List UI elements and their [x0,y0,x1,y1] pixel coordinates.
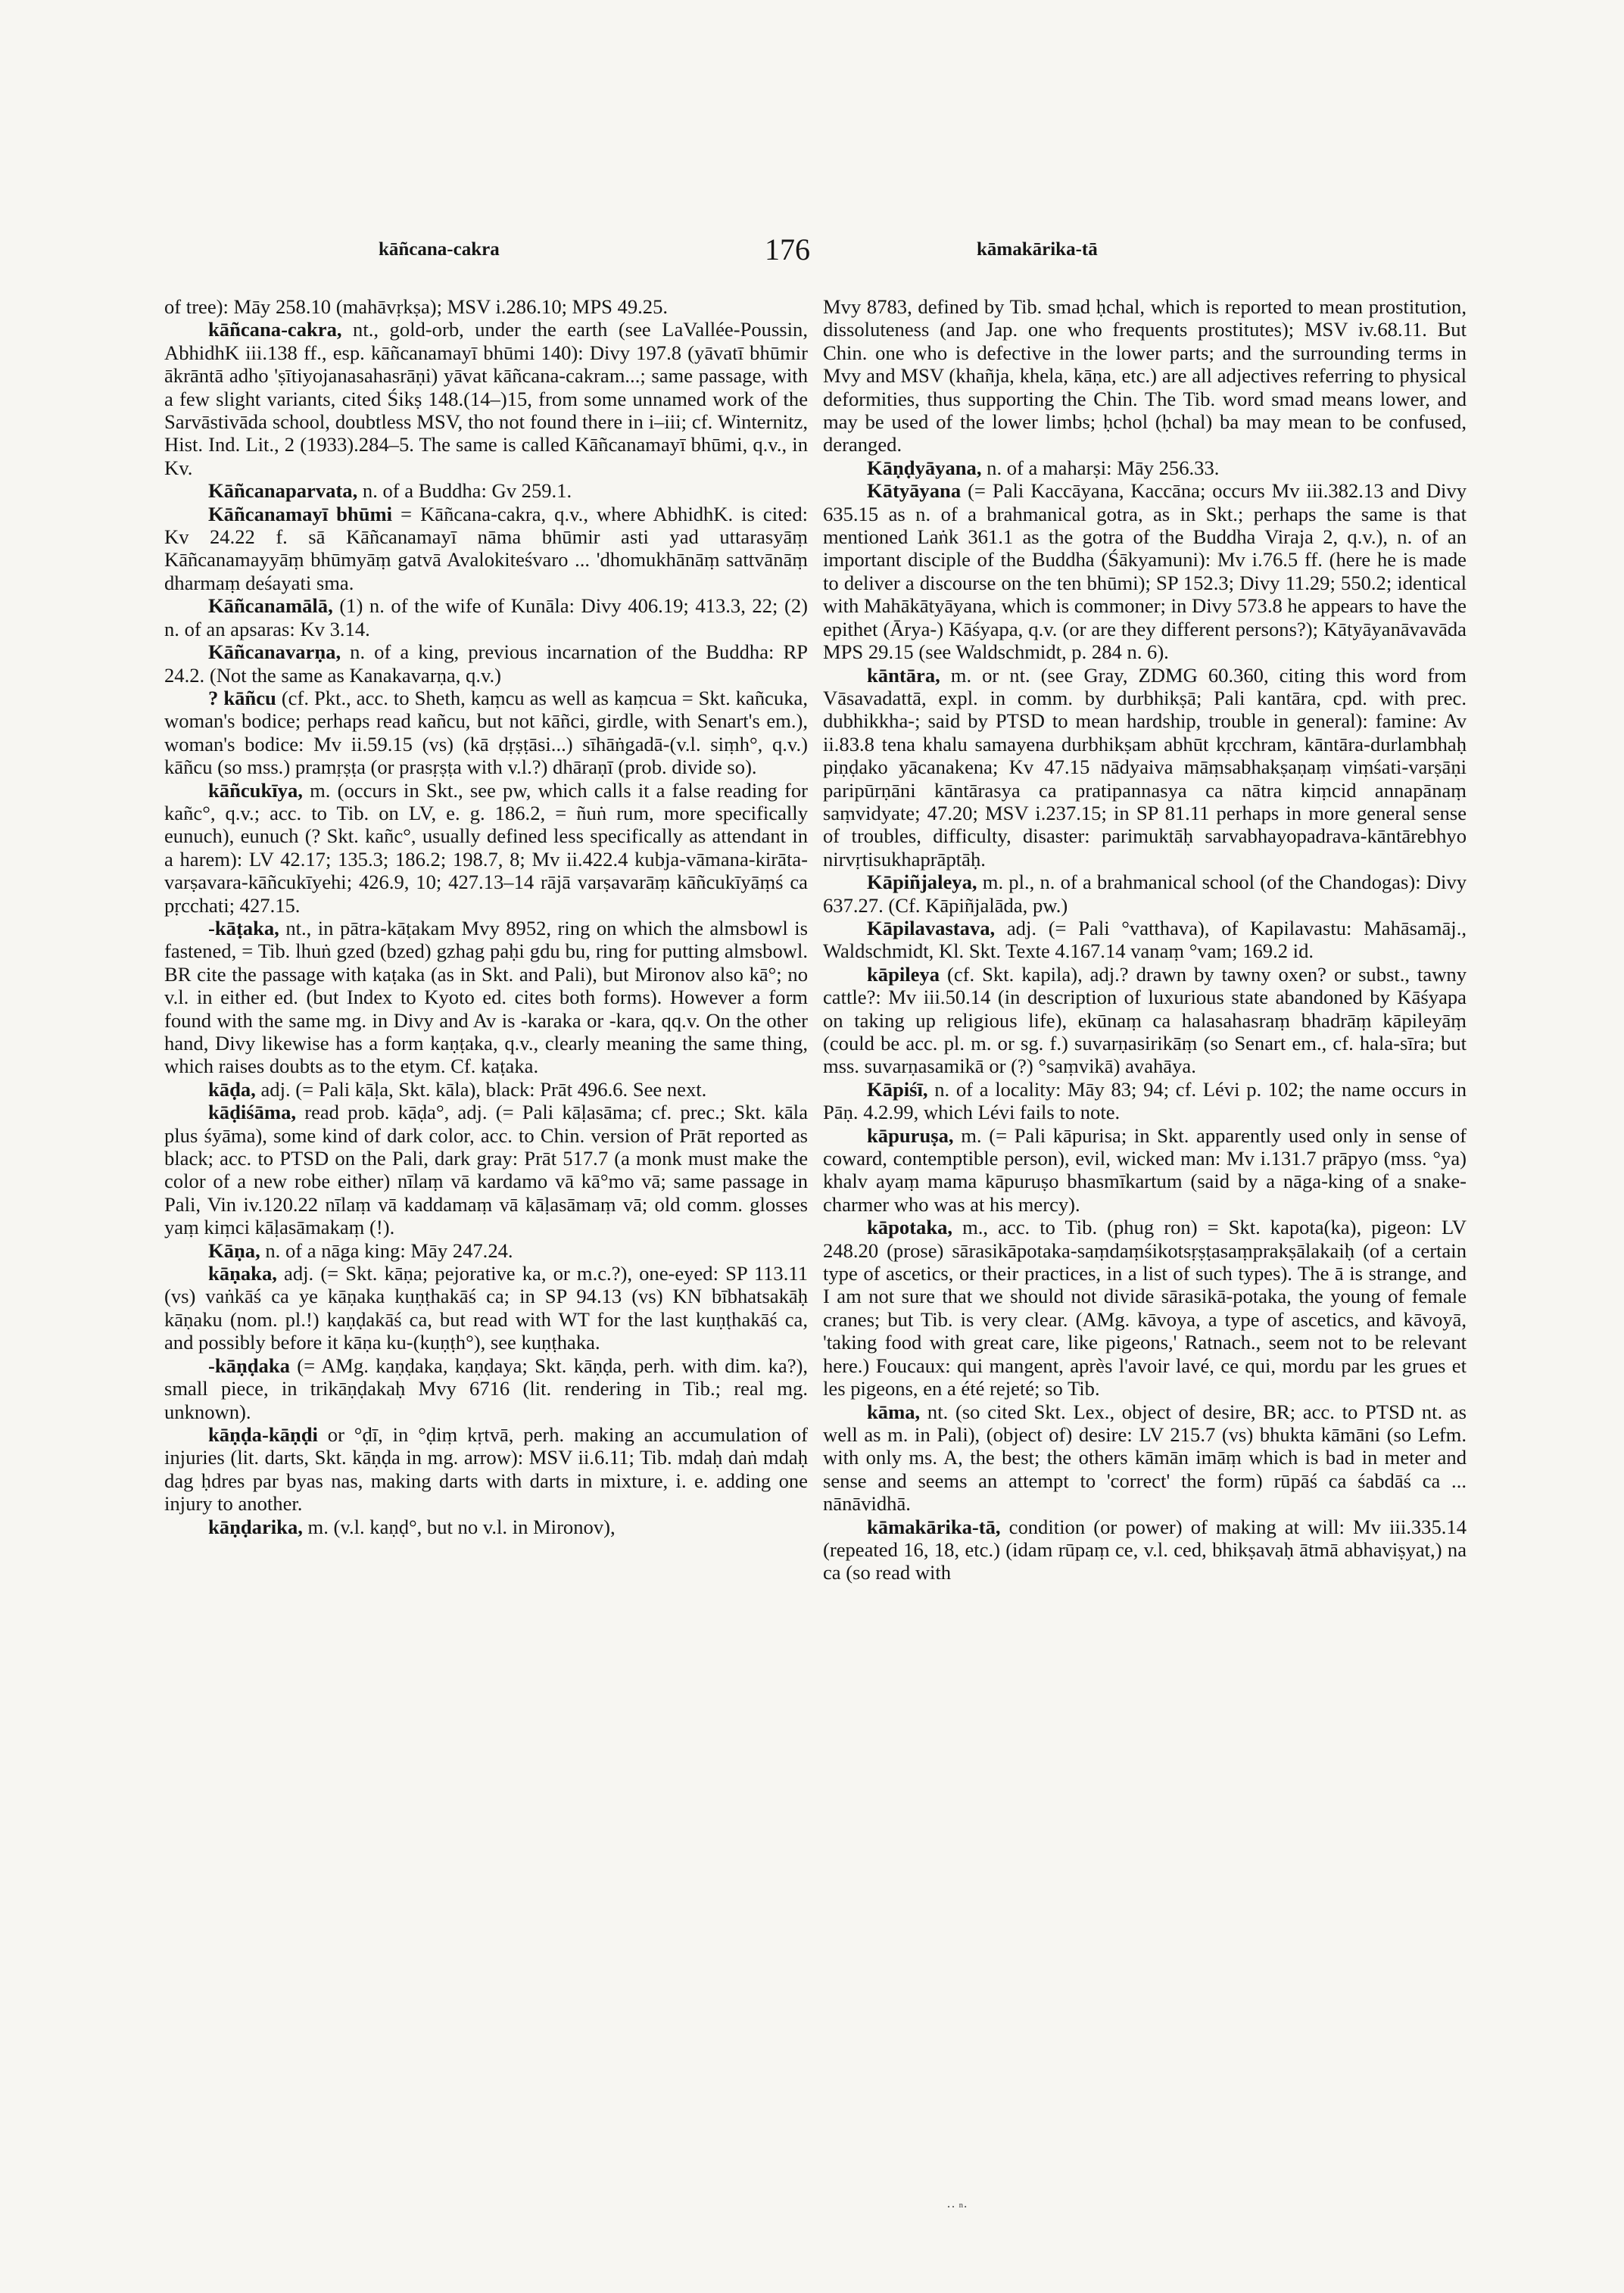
entry-text: (= Pali Kaccāyana, Kaccāna; occurs Mv iii.382.13 and Divy 635.15 as n. of a brahmanical gotra, as in Skt.; perhaps the same is that mentioned Laṅk 361.1 as the gotra of the Buddha Viraja 2, q.v.), n. of an important disciple of the Buddha (Śākyamuni): Mv i.76.5 ff. (here he is made to deliver a discourse on the ten bhūmi); SP 152.3; Divy 11.29; 550.2; identical with Mahākātyāyana, which is commoner; in Divy 573.8 he appears to have the epithet (Ārya-) Kāśyapa, q.v. (or are they different persons?); Kātyāyanāvavāda MPS 29.15 (see Waldschmidt, p. 284 n. 6). [823,479,1467,664]
right-column [823,295,1467,1584]
dictionary-entry [164,1516,808,1538]
entry-headword: Kātyāyana [867,479,962,503]
dictionary-entry [164,295,808,318]
dictionary-entry [823,871,1467,917]
entry-text: nt. (so cited Skt. Lex., object of desire, BR; acc. to PTSD nt. as well as m. in Pali), (object of) desire: LV 215.7 (vs) bhukta kāmāni (so Lefm. with only ms. A, the best; the others kāmān imāṃ which is bad in meter and sense and seems an attempt to 'correct' the form) rūpāś ca śabdāś ca ... nānāvidhā. [823,1400,1467,1516]
entry-text: adj. (= Pali °vatthava), of Kapilavastu: Mahāsamāj., Waldschmidt, Kl. Skt. Texte 4.167.14 vanaṃ °vam; 169.2 id. [823,916,1467,963]
page-number: 176 [765,232,810,266]
dictionary-entry [164,640,808,687]
entry-text: nt., gold-orb, under the earth (see LaVallée-Poussin, AbhidhK iii.138 ff., esp. kāñcanamayī bhūmi 140): Divy 197.8 (yāvatī bhūmir ākrāntā adho 'ṣītiyojanasahasrāṇi) yāvat kāñcana-cakram...; same passage, with a few slight variants, cited Śikṣ 148.(14–)15, from some unnamed work of the Sarvāstivāda school, doubtless MSV, tho not found there in i–iii; cf. Winternitz, Hist. Ind. Lit., 2 (1933).284–5. The same is called Kāñcanamayī bhūmi, q.v., in Kv. [164,318,808,479]
entry-headword: ? kāñcu [208,686,276,709]
entry-headword: Kāñcanamayī bhūmi [208,502,393,525]
entry-headword: -kāṭaka, [208,916,279,939]
entry-text: adj. (= Skt. kāṇa; pejorative ka, or m.c.?), one-eyed: SP 113.11 (vs) vaṅkāś ca ye kāṇaka kuṇṭhakāś ca; in SP 94.13 (vs) KN bībhatsakāḥ kāṇaku (nom. pl.!) kaṇḍakāś ca, but read with WT for the last kuṇṭhakāś ca, and possibly before it kāṇa ku-(kuṇṭh°), see kuṇṭhaka. [164,1262,808,1354]
dictionary-entry [823,1078,1467,1124]
entry-text: n. of a king, previous incarnation of the Buddha: RP 24.2. (Not the same as Kanakavarṇa, q.v.) [164,640,808,687]
dictionary-entry [823,1516,1467,1584]
entry-headword: kāpotaka, [867,1216,953,1239]
header-right-term: kāmakārika-tā [977,239,1098,260]
entry-headword: kāntāra, [867,663,940,687]
footer-mark: ·· ⁿ· [946,2199,968,2214]
entry-text: n. of a Buddha: Gv 259.1. [357,479,572,503]
dictionary-entry [164,687,808,779]
entry-headword: Kāñcanavarṇa, [208,640,341,664]
dictionary-entry [164,594,808,640]
entry-headword: kāñcukīya, [208,778,303,802]
entry-headword: Kāṇa, [208,1238,260,1262]
entry-text: (= AMg. kaṇḍaka, kaṇḍaya; Skt. kāṇḍa, perh. with dim. ka?), small piece, in trikāṇḍakaḥ Mvy 6716 (lit. rendering in Tib.; real mg. unknown). [164,1354,808,1423]
entry-headword: kāṇḍa-kāṇḍi [208,1422,318,1446]
entry-text: (1) n. of the wife of Kunāla: Divy 406.19; 413.3, 22; (2) n. of an apsaras: Kv 3.14. [164,594,808,640]
entry-headword: kāṇḍarika, [208,1515,303,1538]
dictionary-entry [164,779,808,917]
entry-headword: Kāpiśī, [867,1077,928,1101]
entry-headword: kāma, [867,1400,921,1423]
dictionary-entry [823,456,1467,479]
entry-headword: Kāñcanaparvata, [208,479,358,503]
dictionary-entry [823,1124,1467,1217]
entry-headword: kāḍa, [208,1077,256,1101]
dictionary-entry [823,664,1467,871]
entry-text: n. of a maharṣi: Māy 256.33. [981,456,1220,479]
entry-text: Mvy 8783, defined by Tib. smad ḥchal, which is reported to mean prostitution, dissoluteness (and Jap. one who frequents prostitutes); MSV iv.68.11. But Chin. one who is defective in the lower parts; and the surrounding terms in Mvy and MSV (khañja, khela, kāṇa, etc.) are all adjectives referring to physical deformities, thus supporting the Chin. The Tib. word smad means lower, and may be used of the lower limbs; ḥchol (ḥchal) ba may mean to be confused, deranged. [823,295,1467,456]
dictionary-entry [164,1354,808,1423]
entry-text: m. (= Pali kāpurisa; in Skt. apparently used only in sense of coward, contemptible person), evil, wicked man: Mv i.131.7 prāpyo (mss. °ya) khalv ayaṃ mama kāpuruṣo bhasmīkartum (said by a nāga-king of a snake-charmer who was at his mercy). [823,1123,1467,1216]
page-header [0,232,1624,277]
entry-text: m. pl., n. of a brahmanical school (of the Chandogas): Divy 637.27. (Cf. Kāpiñjalāda, pw.) [823,871,1467,917]
dictionary-entry [164,917,808,1078]
dictionary-entry [823,295,1467,456]
entry-headword: kāḍiśāma, [208,1101,297,1124]
entry-text: condition (or power) of making at will: Mv iii.335.14 (repeated 16, 18, etc.) (idam rūpaṃ ce, v.l. ced, bhikṣavaḥ ātmā abhaviṣyat,) na ca (so read with [823,1515,1467,1584]
dictionary-entry [164,1078,808,1101]
entry-text: or °ḍī, in °ḍiṃ kṛtvā, perh. making an accumulation of injuries (lit. darts, Skt. kāṇḍa in mg. arrow): MSV ii.6.11; Tib. mdaḥ daṅ mdaḥ dag ḥdres par byas nas, making darts with darts in mixture, i. e. adding one injury to another. [164,1422,808,1516]
dictionary-entry [823,963,1467,1078]
dictionary-entry [164,479,808,502]
header-left-term: kāñcana-cakra [379,239,500,260]
entry-text: (cf. Skt. kapila), adj.? drawn by tawny oxen? or subst., tawny cattle?: Mv iii.50.14 (in description of luxurious state abandoned by Kāśyapa on taking up religious life), ekūnaṃ ca halasahasraṃ bhadrāṃ kāpileyāṃ (could be acc. pl. m. or sg. f.) suvarṇasirikāṃ (so Senart em., cf. hala-sīra; but mss. suvarṇasamikā or (?) °saṃvikā) avahāya. [823,962,1467,1078]
entry-text: m. (v.l. kaṇḍ°, but no v.l. in Mironov), [302,1515,616,1538]
entry-text: read prob. kāḍa°, adj. (= Pali kāḷasāma; cf. prec.; Skt. kāla plus śyāma), some kind of dark color, acc. to Chin. version of Prāt reported as black; acc. to PTSD on the Pali, dark gray: Prāt 517.7 (a monk must make the color of a new robe either) nīlaṃ vā kardamo vā kā°mo vā; same passage in Pali, Vin iv.120.22 nīlaṃ vā kaddamaṃ vā kāḷasāmaṃ vā; old comm. glosses yaṃ kiṃci kāḷasāmakaṃ (!). [164,1101,808,1239]
entry-headword: Kāṇḍyāyana, [867,456,982,479]
entry-headword: kāpuruṣa, [867,1123,954,1147]
entry-text: (cf. Pkt., acc. to Sheth, kaṃcu as well as kaṃcua = Skt. kañcuka, woman's bodice; perhaps read kañcu, but not kāñci, girdle, with Senart's em.), woman's bodice: Mv ii.59.15 (vs) (kā dṛṣṭāsi...) sīhāṅgadā-(v.l. siṃh°, q.v.) kāñcu (so mss.) pramṛṣṭa (or prasṛṣṭa with v.l.?) dhāraṇī (prob. divide so). [164,686,809,779]
dictionary-entry [164,318,808,479]
entry-text: of tree): Māy 258.10 (mahāvṛkṣa); MSV i.286.10; MPS 49.25. [164,295,669,318]
entry-headword: kāñcana-cakra, [208,318,342,341]
entry-headword: Kāñcanamālā, [208,594,333,618]
dictionary-entry [823,1216,1467,1400]
dictionary-entry [164,1423,808,1516]
entry-text: = Kāñcana-cakra, q.v., where AbhidhK. is cited: Kv 24.22 f. sā Kāñcanamayī nāma bhūmir asti yad uttarasyāṃ Kāñcanamayyāṃ bhūmyāṃ gatvā Avalokiteśvaro ... 'dhomukhānāṃ sattvānāṃ dharmaṃ deśayati sma. [164,502,808,594]
dictionary-entry [823,917,1467,963]
entry-text: m. (occurs in Skt., see pw, which calls it a false reading for kañc°, q.v.; acc. to Tib. on LV, e. g. 186.2, = ñuṅ rum, more specifically eunuch), eunuch (? Skt. kañc°, usually defined less specifically as attendant in a harem): LV 42.17; 135.3; 186.2; 198.7, 8; Mv ii.422.4 kubja-vāmana-kirāta-varṣavara-kāñcukīyehi; 426.9, 10; 427.13–14 rājā varṣavarāṃ kāñcukīyāṃś ca pṛcchati; 427.15. [164,778,808,917]
dictionary-entry [164,503,808,595]
dictionary-entry [164,1239,808,1262]
entry-headword: kāpileya [867,962,940,986]
entry-text: n. of a locality: Māy 83; 94; cf. Lévi p. 102; the name occurs in Pāṇ. 4.2.99, which Lévi fails to note. [823,1077,1467,1124]
entry-headword: -kāṇḍaka [208,1354,290,1377]
entry-headword: kāṇaka, [208,1262,277,1285]
entry-text: adj. (= Pali kāḷa, Skt. kāla), black: Prāt 496.6. See next. [255,1077,707,1101]
dictionary-entry [164,1262,808,1354]
entry-text: nt., in pātra-kāṭakam Mvy 8952, ring on which the almsbowl is fastened, = Tib. lhuṅ gzed (bzed) gzhag paḥi gdu bu, ring for putting almsbowl. BR cite the passage with kaṭaka (as in Skt. and Pali), but Mironov also kā°; no v.l. in either ed. (but Index to Kyoto ed. cites both forms). However a form found with the same mg. in Divy and Av is -karaka or -kara, qq.v. On the other hand, Divy likewise has a form kaṇṭaka, q.v., clearly meaning the same thing, which raises doubts as to the etym. Cf. kaṭaka. [164,916,808,1078]
entry-text: m., acc. to Tib. (phug ron) = Skt. kapota(ka), pigeon: LV 248.20 (prose) sārasikāpotaka-saṃdaṃśikotsṛṣṭasaṃprakṣālakaiḥ (of a certain type of ascetics, or their practices, in a list of such types). The ā is strange, and I am not sure that we should not divide sārasikā-potaka, the young of female cranes; but Tib. is very clear. (AMg. kāvoya, a type of ascetics, and kāvoyā, 'taking food with great care, like pigeons,' Ratnach., seem not to be relevant here.) Foucaux: qui mangent, après l'avoir lavé, ce qui, mordu par les grues et les pigeons, en a été rejeté; so Tib. [823,1216,1467,1400]
left-column [164,295,808,1538]
entry-headword: Kāpilavastava, [867,916,996,939]
dictionary-entry [823,1400,1467,1516]
dictionary-entry [164,1101,808,1238]
entry-headword: kāmakārika-tā, [867,1515,1001,1538]
entry-text: m. or nt. (see Gray, ZDMG 60.360, citing this word from Vāsavadattā, expl. in comm. by durbhikṣā; Pali kantāra, cpd. with prec. dubhikkha-; said by PTSD to mean hardship, trouble in general): famine: Av ii.83.8 tena khalu samayena durbhikṣam abhūt kṛcchram, kāntāra-durlambhaḥ piṇḍako yācanakena; Kv 47.15 nādyaiva māṃsabhakṣaṇaṃ viṃśati-varṣāṇi paripūrṇāni kāntārasya ca pratipannasya ca nātra kiṃcid annapānaṃ saṃvidyate; 47.20; MSV i.237.15; in SP 81.11 perhaps in more general sense of troubles, difficulty, disaster: parimuktāḥ sarvabhayopadrava-kāntārebhyo nirvṛtisukhaprāptāḥ. [823,663,1467,871]
entry-headword: Kāpiñjaleya, [867,871,977,894]
entry-text: n. of a nāga king: Māy 247.24. [260,1238,513,1262]
dictionary-entry [823,479,1467,663]
